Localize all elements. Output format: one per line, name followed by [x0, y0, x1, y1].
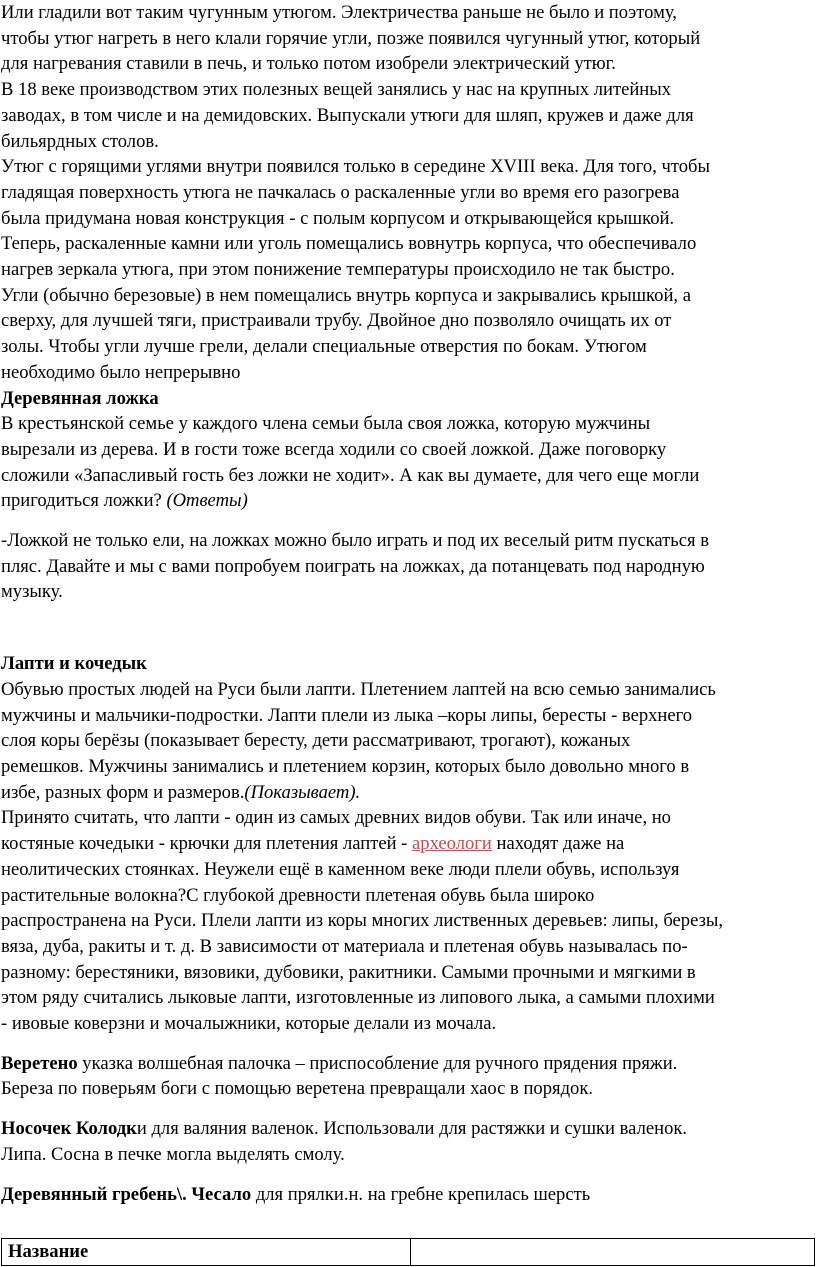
spacer: [1, 514, 816, 528]
spacer: [1, 1168, 816, 1182]
text-line: [1, 488, 816, 514]
text-line: этом ряду считались лыковые лапти, изготовленные из липового лыка, а самыми плохими: [1, 987, 715, 1009]
text-fragment: избе, разных форм и размеров.: [1, 781, 245, 803]
text-line: Утюг с горящими углями внутри появился только в середине XVIII века. Для того, чтобы: [1, 156, 710, 178]
spindle-section: [1, 1051, 816, 1102]
text-line: для нагревания ставили в печь, и только потом изобрели электрический утюг.: [1, 53, 616, 75]
text-line: сложили «Запасливый гость без ложки не ходит». А как вы думаете, для чего еще могли: [1, 464, 700, 486]
iron-section: [1, 0, 816, 386]
text-line: -Ложкой не только ели, на ложках можно было играть и под их веселый ритм пускаться в: [1, 530, 709, 552]
text-line: заводах, в том числе и на демидовских. Выпускали утюги для шляп, кружев и даже для: [1, 104, 694, 126]
section-heading-spoon: Деревянная ложка: [1, 387, 159, 409]
text-line: золы. Чтобы угли лучше грели, делали специальные отверстия по бокам. Утюгом: [1, 336, 647, 358]
table-header-name: Название: [2, 1239, 411, 1266]
text-line: вяза, дуба, ракиты и т. д. В зависимости от материала и плетеная обувь называлась по-: [1, 935, 688, 957]
text-line: - ивовые коверзни и мочалыжники, которые делали из мочала.: [1, 1013, 497, 1035]
text-fragment: для прялки.н. на гребне крепилась шерсть: [251, 1183, 591, 1205]
text-line: растительные волокна?С глубокой древности плетеная обувь была широко: [1, 884, 595, 906]
text-line: чтобы утюг нагреть в него клали горячие угли, позже появился чугунный утюг, который: [1, 27, 701, 49]
text-line: музыку.: [1, 581, 63, 603]
items-table: [1, 1238, 815, 1266]
text-line: неолитических стоянках. Неужели ещё в каменном веке люди плели обувь, используя: [1, 858, 680, 880]
text-fragment: находят даже на: [491, 833, 625, 855]
text-line: [1, 1182, 816, 1208]
section-heading-lapti: Лапти и кочедык: [1, 653, 147, 675]
spoon-section: [1, 386, 816, 606]
text-fragment: пригодиться ложки?: [1, 490, 167, 512]
text-line: пляс. Давайте и мы с вами попробуем поиграть на ложках, да потанцевать под народную: [1, 555, 705, 577]
archaeologists-link[interactable]: археологи: [412, 833, 492, 855]
text-line: бильярдных столов.: [1, 130, 159, 152]
text-fragment: и для валяния валенок. Использовали для растяжки и сушки валенок.: [136, 1118, 688, 1140]
comb-term: Деревянный гребень\. Чесало: [1, 1183, 252, 1205]
shows-note: (Показывает).: [244, 781, 361, 803]
text-line: мужчины и мальчики-подростки. Лапти плели из лыка –коры липы, бересты - верхнего: [1, 704, 693, 726]
text-line: В 18 веке производством этих полезных вещей занялись у нас на крупных литейных: [1, 79, 672, 101]
text-line: ремешков. Мужчины занимались и плетением корзин, которых было довольно много в: [1, 755, 690, 777]
text-line: Теперь, раскаленные камни или уголь помещались вовнутрь корпуса, что обеспечивало: [1, 233, 697, 255]
table-header-empty: [411, 1239, 815, 1266]
text-line: Или гладили вот таким чугунным утюгом. Электричества раньше не было и поэтому,: [1, 2, 677, 23]
text-line: [1, 1051, 816, 1077]
blocks-section: [1, 1116, 816, 1167]
text-line: слоя коры берёзы (показывает бересту, дети рассматривают, трогают), кожаных: [1, 730, 631, 752]
table-row: [2, 1239, 815, 1266]
text-line: Обувью простых людей на Руси были лапти. Плетением лаптей на всю семью занимались: [1, 678, 716, 700]
text-line: Липа. Сосна в печке могла выделять смолу.: [1, 1143, 345, 1165]
text-line: вырезали из дерева. И в гости тоже всегда ходили со своей ложкой. Даже поговорку: [1, 438, 667, 460]
blocks-term: Носочек Колодк: [1, 1118, 137, 1140]
text-line: распространена на Руси. Плели лапти из коры многих лиственных деревьев: липы, березы,: [1, 910, 724, 932]
text-fragment: костяные кочедыки - крючки для плетения лаптей -: [1, 833, 413, 855]
spacer: [1, 1037, 816, 1051]
text-line: В крестьянской семье у каждого члена семьи была своя ложка, которую мужчины: [1, 413, 651, 435]
answers-note: (Ответы): [166, 490, 248, 512]
text-line: сверху, для лучшей тяги, пристраивали трубу. Двойное дно позволяло очищать их от: [1, 310, 672, 332]
lapti-section: [1, 651, 816, 1037]
text-line: Береза по поверьям боги с помощью веретена превращали хаос в порядок.: [1, 1078, 594, 1100]
text-line: гладящая поверхность утюга не пачкалась о раскаленные угли во время его разогрева: [1, 181, 680, 203]
text-fragment: указка волшебная палочка – приспособление для ручного прядения пряжи.: [77, 1052, 678, 1074]
spindle-term: Веретено: [1, 1052, 78, 1074]
text-line: [1, 1116, 816, 1142]
spacer: [1, 605, 816, 639]
comb-section: [1, 1182, 816, 1208]
text-line: Угли (обычно березовые) в нем помещались внутрь корпуса и закрывались крышкой, а: [1, 284, 691, 306]
text-line: необходимо было непрерывно: [1, 361, 241, 383]
text-line: [1, 831, 816, 857]
text-line: была придумана новая конструкция - с полым корпусом и открывающейся крышкой.: [1, 207, 675, 229]
text-line: Принято считать, что лапти - один из самых древних видов обуви. Так или иначе, но: [1, 807, 671, 829]
spacer: [1, 639, 816, 651]
text-line: разному: берестяники, вязовики, дубовики, ракитники. Самыми прочными и мягкими в: [1, 961, 696, 983]
spacer: [1, 1102, 816, 1116]
text-line: нагрев зеркала утюга, при этом понижение температуры происходило не так быстро.: [1, 259, 675, 281]
text-line: [1, 780, 816, 806]
